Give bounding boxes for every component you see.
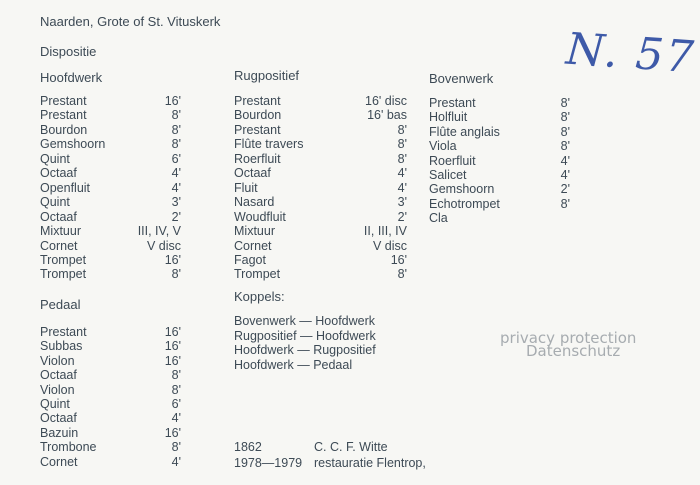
- disposition-heading: Dispositie: [40, 44, 97, 59]
- stop-row: [429, 182, 570, 197]
- stop-name: Octaaf: [40, 209, 77, 224]
- stop-value: 8': [397, 267, 407, 282]
- stop-value: 6': [171, 151, 181, 166]
- stop-name: Cornet: [234, 238, 272, 253]
- stop-name: Subbas: [40, 339, 83, 354]
- stop-name: Bazuin: [40, 425, 79, 440]
- stop-row: [40, 455, 181, 470]
- stop-name: Mixtuur: [234, 224, 275, 239]
- stop-row: [429, 168, 570, 183]
- stop-name: Woudfluit: [234, 209, 286, 224]
- stop-value: 16': [164, 325, 181, 339]
- watermark-line-1: privacy protection: [500, 329, 637, 347]
- stop-row: [234, 108, 407, 123]
- stop-value: 8': [171, 267, 181, 282]
- stop-row: [234, 210, 407, 225]
- stop-row: [234, 166, 407, 181]
- stop-row: [429, 139, 570, 154]
- stop-name: Flûte anglais: [429, 124, 500, 139]
- stop-name: Cornet: [40, 238, 78, 253]
- stop-name: Gemshoorn: [429, 182, 495, 197]
- stop-name: Mixtuur: [40, 224, 81, 239]
- stop-name: Trompet: [234, 267, 281, 282]
- stop-value: 16': [164, 353, 181, 368]
- stop-name: Cornet: [40, 454, 78, 469]
- stop-name: Quint: [40, 151, 70, 166]
- stop-name: Cla: [429, 211, 448, 226]
- stop-value: V disc: [146, 238, 181, 253]
- stop-value: 4': [171, 454, 181, 469]
- stop-value: V disc: [372, 238, 407, 253]
- stop-row: [40, 224, 181, 239]
- stop-name: Violon: [40, 353, 75, 368]
- stop-name: Fagot: [234, 252, 266, 267]
- stop-row: [234, 195, 407, 210]
- stop-row: [40, 239, 181, 254]
- stop-value: 2': [560, 182, 570, 197]
- stop-name: Gemshoorn: [40, 137, 106, 152]
- stop-row: [40, 383, 181, 398]
- stop-row: [40, 325, 181, 340]
- stop-row: [40, 195, 181, 210]
- stop-row: [234, 239, 407, 254]
- stop-name: Prestant: [234, 122, 281, 137]
- stop-row: [234, 152, 407, 167]
- stop-row: [40, 210, 181, 225]
- stop-value: III, IV, V: [137, 224, 181, 239]
- stop-row: [40, 253, 181, 268]
- stop-row: [40, 339, 181, 354]
- stop-value: 4': [171, 166, 181, 181]
- stop-value: 4': [397, 180, 407, 195]
- history-year-1: 1862: [234, 440, 262, 454]
- stop-value: 8': [397, 137, 407, 152]
- stop-row: [40, 108, 181, 123]
- stop-value: 16': [164, 339, 181, 354]
- stop-name: Roerfluit: [234, 151, 281, 166]
- stop-value: 4': [171, 411, 181, 426]
- stop-value: 16' disc: [365, 94, 407, 108]
- stop-name: Fluit: [234, 180, 258, 195]
- stop-value: 8': [171, 108, 181, 123]
- stop-row: [234, 123, 407, 138]
- stop-name: Viola: [429, 139, 457, 154]
- koppel-item: Hoofdwerk — Rugpositief: [234, 343, 376, 357]
- stop-name: Prestant: [234, 94, 281, 108]
- stop-value: 8': [171, 137, 181, 152]
- stop-value: 4': [560, 168, 570, 182]
- watermark-line-2: Datenschutz: [526, 342, 621, 360]
- stop-name: Salicet: [429, 168, 467, 182]
- stop-row: [234, 253, 407, 268]
- stop-value: 16' bas: [367, 108, 407, 123]
- page-title: Naarden, Grote of St. Vituskerk: [40, 14, 221, 29]
- stop-name: Trompet: [40, 267, 87, 282]
- stop-value: 8': [171, 122, 181, 137]
- stop-name: Octaaf: [40, 411, 77, 426]
- stop-row: [40, 267, 181, 282]
- stop-row: [234, 94, 407, 109]
- stop-name: Bourdon: [40, 122, 88, 137]
- stop-row: [234, 137, 407, 152]
- stop-value: 8': [171, 382, 181, 397]
- stop-row: [429, 125, 570, 140]
- stop-name: Flûte travers: [234, 137, 304, 152]
- stop-value: 16': [164, 425, 181, 440]
- stop-name: Roerfluit: [429, 153, 476, 168]
- stop-row: [234, 267, 407, 282]
- stop-name: Violon: [40, 382, 75, 397]
- stop-value: 16': [390, 252, 407, 267]
- stop-value: 8': [560, 96, 570, 110]
- stop-name: Openfluit: [40, 180, 91, 195]
- stop-row: [429, 96, 570, 111]
- stop-value: 16': [164, 252, 181, 267]
- handwritten-number: N. 57: [564, 23, 698, 84]
- stop-value: 4': [560, 153, 570, 168]
- stop-name: Quint: [40, 397, 70, 411]
- stop-value: 8': [397, 122, 407, 137]
- stop-value: 16': [164, 94, 181, 108]
- hoofdwerk-heading: Hoofdwerk: [40, 70, 103, 85]
- stop-row: [40, 440, 181, 455]
- stop-row: [234, 181, 407, 196]
- stop-value: 8': [560, 110, 570, 125]
- koppel-item: Bovenwerk — Hoofdwerk: [234, 314, 376, 328]
- history-text-1: C. C. F. Witte: [314, 440, 388, 454]
- history-year-2: 1978—1979: [234, 456, 303, 470]
- stop-value: 2': [397, 209, 407, 224]
- stop-value: 8': [397, 151, 407, 166]
- stop-name: Bourdon: [234, 108, 282, 123]
- koppel-item: Rugpositief — Hoofdwerk: [234, 328, 376, 343]
- stop-row: [40, 123, 181, 138]
- koppels-heading: Koppels:: [234, 289, 285, 304]
- koppel-item: Hoofdwerk — Pedaal: [234, 357, 353, 372]
- stop-name: Prestant: [40, 108, 87, 123]
- stop-value: 8': [560, 196, 570, 211]
- stop-value: 8': [560, 124, 570, 139]
- stop-value: 8': [171, 440, 181, 455]
- stop-name: Prestant: [40, 325, 87, 339]
- stop-name: Echotrompet: [429, 196, 500, 211]
- stop-row: [40, 137, 181, 152]
- stop-row: [40, 411, 181, 426]
- stop-name: Trompet: [40, 252, 87, 267]
- stop-name: Trombone: [40, 440, 97, 455]
- stop-value: 4': [397, 166, 407, 181]
- history-text-2: restauratie Flentrop,: [314, 456, 426, 470]
- stop-row: [429, 154, 570, 169]
- stop-name: Octaaf: [40, 368, 77, 383]
- rugpositief-heading: Rugpositief: [234, 68, 300, 83]
- stop-row: [40, 152, 181, 167]
- pedaal-heading: Pedaal: [40, 297, 81, 312]
- stop-row: [429, 197, 570, 212]
- stop-name: Nasard: [234, 195, 275, 210]
- stop-name: Octaaf: [234, 166, 271, 181]
- stop-name: Octaaf: [40, 166, 77, 181]
- stop-row: [429, 211, 570, 226]
- stop-name: Holfluit: [429, 110, 468, 125]
- stop-value: 4': [171, 180, 181, 195]
- stop-row: [40, 94, 181, 109]
- stop-row: [429, 110, 570, 125]
- stop-row: [40, 426, 181, 441]
- stop-name: Quint: [40, 195, 70, 210]
- stop-value: 6': [171, 397, 181, 411]
- stop-value: 2': [171, 209, 181, 224]
- stop-row: [40, 181, 181, 196]
- stop-value: 8': [560, 139, 570, 154]
- stop-value: II, III, IV: [363, 224, 407, 239]
- stop-value: 8': [171, 368, 181, 383]
- stop-row: [40, 354, 181, 369]
- bovenwerk-heading: Bovenwerk: [429, 71, 494, 86]
- stop-row: [40, 368, 181, 383]
- stop-row: [40, 166, 181, 181]
- stop-row: [40, 397, 181, 412]
- stop-value: 3': [397, 195, 407, 210]
- stop-name: Prestant: [429, 96, 476, 110]
- stop-value: 3': [171, 195, 181, 210]
- stop-row: [234, 224, 407, 239]
- stop-name: Prestant: [40, 94, 87, 108]
